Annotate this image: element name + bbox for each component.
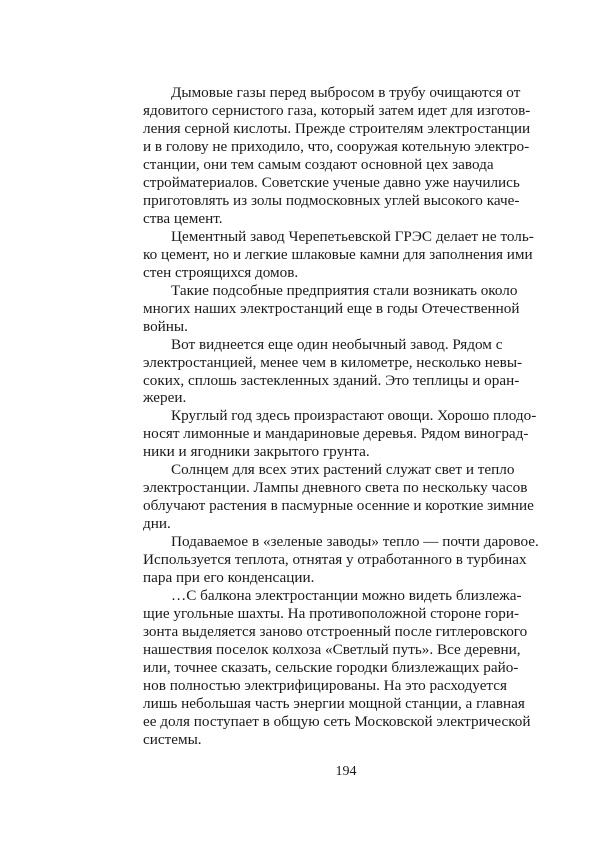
text-line: зонта выделяется заново отстроенный после гитлеровского — [143, 623, 528, 641]
paragraph — [143, 407, 537, 461]
text-line: станции, они тем самым создают основной цех завода — [143, 155, 494, 173]
body-text — [143, 84, 539, 749]
paragraph — [143, 533, 539, 587]
text-line: Подаваемое в «зеленые заводы» тепло — почти даровое. — [171, 533, 539, 551]
text-line: нашествия поселок колхоза «Светлый путь». Все деревни, — [143, 641, 521, 659]
text-line: ления серной кислоты. Прежде строителям электростанции — [143, 119, 531, 137]
text-line: стройматериалов. Советские ученые давно уже научились — [143, 173, 520, 191]
text-line: ее доля поступает в общую сеть Московской электрической — [143, 712, 531, 730]
text-line: системы. — [143, 730, 202, 748]
text-line: Цементный завод Черепетьевской ГРЭС делает не толь- — [171, 227, 534, 245]
paragraph — [143, 587, 531, 749]
text-line: нов полностью электрифицированы. На это расходуется — [143, 676, 507, 694]
text-line: многих наших электростанций еще в годы Отечественной — [143, 299, 520, 317]
text-line: или, точнее сказать, сельские городки близлежащих райо- — [143, 659, 519, 676]
text-line: Солнцем для всех этих растений служат свет и тепло — [171, 461, 515, 479]
page-number: 194 — [335, 764, 357, 779]
paragraph — [143, 84, 531, 228]
text-line: соких, сплошь застекленных зданий. Это теплицы и оран- — [143, 371, 520, 389]
text-line: пара при его конденсации. — [143, 569, 315, 587]
text-line: жереи. — [143, 389, 187, 407]
text-line: электростанции. Лампы дневного света по нескольку часов — [143, 479, 528, 497]
text-line: ко цемент, но и легкие шлаковые камни для заполнения ими — [143, 245, 533, 263]
paragraph — [143, 461, 534, 533]
text-line: …С балкона электростанции можно видеть близлежа- — [171, 587, 522, 605]
text-line: стен строящихся домов. — [143, 263, 299, 281]
paragraph — [143, 335, 523, 408]
text-line: лишь небольшая часть энергии мощной станции, а главная — [143, 694, 525, 712]
text-line: Круглый год здесь произрастают овощи. Хорошо плодо- — [171, 407, 537, 425]
text-line: щие угольные шахты. На противоположной стороне гори- — [143, 605, 520, 623]
text-line: и в голову не приходило, что, сооружая котельную электро- — [143, 137, 530, 155]
paragraph — [143, 281, 520, 336]
text-line: Дымовые газы перед выбросом в трубу очищаются от — [171, 84, 521, 101]
text-line: электростанцией, менее чем в километре, несколько невы- — [143, 353, 523, 371]
text-line: носят лимонные и мандариновые деревья. Рядом виноград- — [143, 425, 529, 443]
text-line: ядовитого сернистого газа, который затем идет для изготов- — [143, 101, 531, 119]
text-line: ства цемент. — [143, 209, 223, 227]
text-line: ники и ягодники закрытого грунта. — [143, 443, 370, 461]
text-line: Такие подсобные предприятия стали возникать около — [171, 281, 518, 299]
text-line: Используется теплота, отнятая у отработанного в турбинах — [143, 551, 527, 569]
text-line: Вот виднеется еще один необычный завод. Рядом с — [171, 335, 503, 353]
paragraph — [143, 227, 534, 282]
text-line: облучают растения в пасмурные осенние и короткие зимние — [143, 497, 534, 515]
text-line: войны. — [143, 317, 188, 335]
text-line: дни. — [143, 515, 171, 533]
text-line: приготовлять из золы подмосковных углей высокого каче- — [143, 191, 520, 209]
